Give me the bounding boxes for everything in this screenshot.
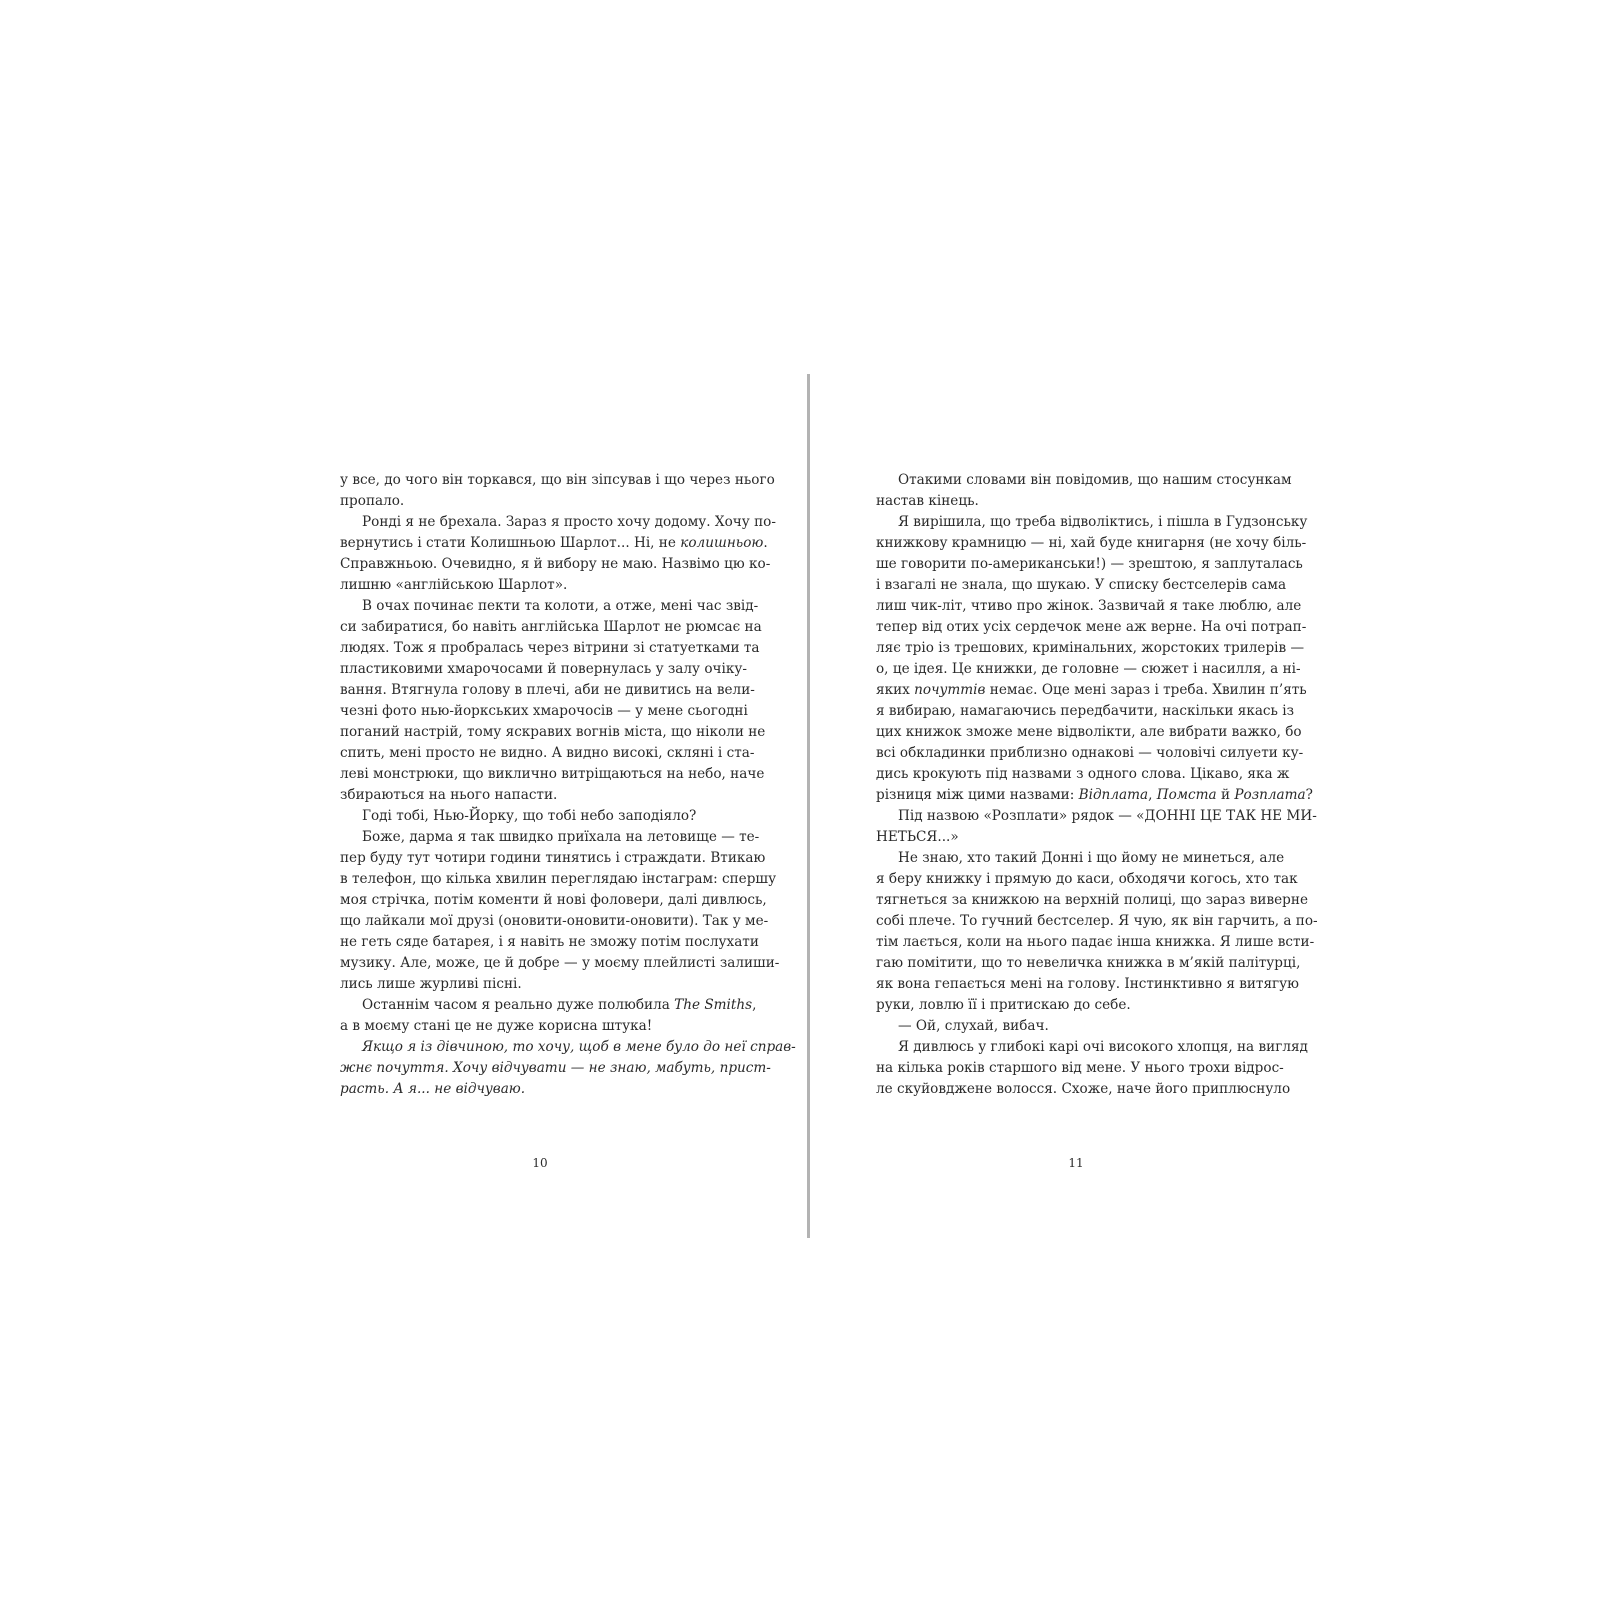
left-line-26: Останнім часом я реально дуже полюбила The Smiths, xyxy=(362,997,757,1013)
right-line-10: о, це ідея. Це книжки, де головне — сюжет і насилля, а ні- xyxy=(876,661,1301,677)
right-page xyxy=(876,470,1318,1170)
right-line-18: НЕТЬСЯ...» xyxy=(876,829,959,845)
left-page xyxy=(340,470,796,1170)
left-line-22: що лайкали мої друзі (оновити-оновити-оновити). Так у ме- xyxy=(340,913,769,929)
left-line-5: Справжньою. Очевидно, я й вибору не маю. Назвімо цю ко- xyxy=(340,556,771,572)
right-line-29: на кілька років старшого від мене. У нього трохи відрос- xyxy=(876,1060,1284,1076)
left-line-23: не геть сяде батарея, і я навіть не зможу потім послухати xyxy=(340,934,759,950)
right-line-17: Під назвою «Розплати» рядок — «ДОННІ ЦЕ ТАК НЕ МИ- xyxy=(898,808,1317,824)
right-line-26: руки, ловлю її і притискаю до себе. xyxy=(876,997,1131,1013)
right-line-5: ше говорити по-американськи!) — зрештою, я заплуталась xyxy=(876,556,1303,572)
left-line-4: вернутись і стати Колишньою Шарлот... Ні, не колишньою. xyxy=(340,535,768,551)
left-line-20: в телефон, що кілька хвилин переглядаю інстаграм: спершу xyxy=(340,871,777,887)
left-line-12: чезні фото нью-йоркських хмарочосів — у мене сьогодні xyxy=(340,703,748,719)
right-line-14: всі обкладинки приблизно однакові — чоловічі силуети ку- xyxy=(876,745,1304,761)
left-line-29: жнє почуття. Хочу відчувати — не знаю, мабуть, прист- xyxy=(340,1060,771,1076)
right-line-25: як вона гепається мені на голову. Інстинктивно я витягую xyxy=(876,976,1299,992)
left-line-19: пер буду тут чотири години тинятись і страждати. Втикаю xyxy=(340,850,766,866)
left-line-27: а в моєму стані це не дуже корисна штука! xyxy=(340,1018,653,1034)
right-line-6: і взагалі не знала, що шукаю. У списку бестселерів сама xyxy=(876,577,1287,593)
right-line-21: тягнеться за книжкою на верхній полиці, що зараз виверне xyxy=(876,892,1308,908)
right-line-15: дись крокують під назвами з одного слова. Цікаво, яка ж xyxy=(876,766,1290,782)
left-line-10: пластиковими хмарочосами й повернулась у залу очіку- xyxy=(340,661,747,677)
right-line-8: тепер від отих усіх сердечок мене аж верне. На очі потрап- xyxy=(876,619,1307,635)
right-line-19: Не знаю, хто такий Донні і що йому не минеться, але xyxy=(898,850,1285,866)
right-line-1: Отакими словами він повідомив, що нашим стосункам xyxy=(898,472,1292,488)
right-line-16: різниця між цими назвами: Відплата, Помста й Розплата? xyxy=(876,787,1313,803)
right-line-3: Я вирішила, що треба відволіктись, і пішла в Гудзонську xyxy=(898,514,1308,530)
left-line-3: Ронді я не брехала. Зараз я просто хочу додому. Хочу по- xyxy=(362,514,776,530)
book-gutter-divider xyxy=(807,374,810,1238)
left-line-11: вання. Втягнула голову в плечі, аби не дивитись на вели- xyxy=(340,682,755,698)
right-line-7: лиш чик-літ, чтиво про жінок. Зазвичай я таке люблю, але xyxy=(876,598,1302,614)
left-line-21: моя стрічка, потім коменти й нові фоловери, далі дивлюсь, xyxy=(340,892,767,908)
right-line-24: гаю помітити, що то невеличка книжка в м’якій палітурці, xyxy=(876,955,1301,971)
left-line-25: лись лише журливі пісні. xyxy=(340,976,522,992)
right-line-27: — Ой, слухай, вибач. xyxy=(898,1018,1049,1034)
right-line-22: собі плече. То гучний бестселер. Я чую, як він гарчить, а по- xyxy=(876,913,1318,929)
left-line-9: людях. Тож я пробралась через вітрини зі статуетками та xyxy=(340,640,760,656)
right-line-13: цих книжок зможе мене відволікти, але вибрати важко, бо xyxy=(876,724,1302,740)
left-line-16: збираються на нього напасти. xyxy=(340,787,558,803)
left-line-15: леві монстрюки, що виклично витріщаються на небо, наче xyxy=(340,766,765,782)
left-line-18: Боже, дарма я так швидко приїхала на летовище — те- xyxy=(362,829,760,845)
right-line-11: яких почуттів немає. Оце мені зараз і треба. Хвилин п’ять xyxy=(876,682,1307,698)
left-line-2: пропало. xyxy=(340,493,405,509)
right-line-4: книжкову крамницю — ні, хай буде книгарня (не хочу біль- xyxy=(876,535,1307,551)
right-line-2: настав кінець. xyxy=(876,493,979,509)
left-page-text xyxy=(340,470,796,1100)
left-line-13: поганий настрій, тому яскравих вогнів міста, що ніколи не xyxy=(340,724,766,740)
page-number-left: 10 xyxy=(532,1156,548,1170)
right-line-28: Я дивлюсь у глибокі карі очі високого хлопця, на вигляд xyxy=(898,1039,1308,1055)
page-number-right: 11 xyxy=(1068,1156,1084,1170)
left-line-1: у все, до чого він торкався, що він зіпсував і що через нього xyxy=(340,472,775,488)
left-line-7: В очах починає пекти та колоти, а отже, мені час звід- xyxy=(362,598,759,614)
left-line-6: лишню «англійською Шарлот». xyxy=(340,577,568,593)
right-line-30: ле скуйовджене волосся. Схоже, наче його приплюснуло xyxy=(876,1081,1291,1097)
left-line-8: си забиратися, бо навіть англійська Шарлот не рюмсає на xyxy=(340,619,762,635)
right-line-20: я беру книжку і прямую до каси, обходячи когось, хто так xyxy=(876,871,1298,887)
left-line-14: спить, мені просто не видно. А видно високі, скляні і ста- xyxy=(340,745,755,761)
right-line-12: я вибираю, намагаючись передбачити, наскільки якась із xyxy=(876,703,1295,719)
right-line-9: ляє тріо із трешових, кримінальних, жорстоких трилерів — xyxy=(876,640,1305,656)
left-line-24: музику. Але, може, це й добре — у моєму плейлисті залиши- xyxy=(340,955,780,971)
left-line-30: расть. А я... не відчуваю. xyxy=(340,1081,526,1097)
right-page-text xyxy=(876,470,1318,1100)
left-line-28: Якщо я із дівчиною, то хочу, щоб в мене було до неї справ- xyxy=(362,1039,796,1055)
left-line-17: Годі тобі, Нью-Йорку, що тобі небо заподіяло? xyxy=(362,808,697,824)
right-line-23: тім лається, коли на нього падає інша книжка. Я лише всти- xyxy=(876,934,1315,950)
